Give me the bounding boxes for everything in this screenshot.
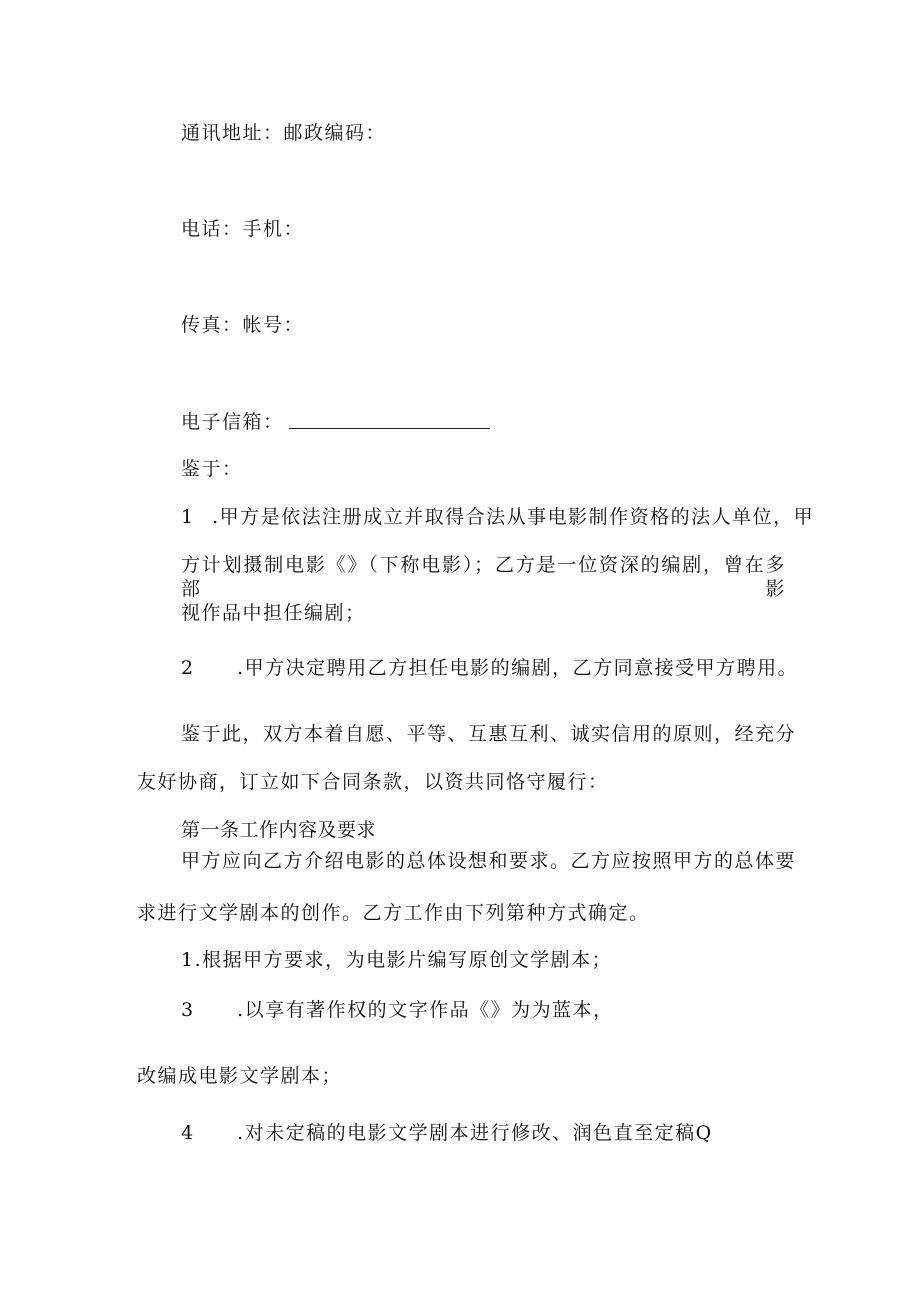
whereas-item-2-number: 2 <box>181 657 195 679</box>
preamble-line-1: 鉴于此，双方本着自愿、平等、互惠互利、诚实信用的原则，经充分 <box>181 723 797 745</box>
article-1-title: 第一条工作内容及要求 <box>181 819 377 841</box>
article-1-option-3-text: .以享有著作权的文字作品《》为为蓝本， <box>237 999 614 1021</box>
article-1-option-1: 1.根据甲方要求，为电影片编写原创文学剧本； <box>181 949 613 971</box>
email-label: 电子信箱： <box>181 411 284 433</box>
whereas-item-1-line-1 <box>181 505 814 529</box>
article-1-option-4 <box>181 1121 713 1145</box>
whereas-item-1-number: 1 <box>181 506 195 528</box>
fax-line: 传真：帐号： <box>181 314 305 336</box>
article-1-paragraph-line-1: 甲方应向乙方介绍电影的总体设想和要求。乙方应按照甲方的总体要 <box>181 850 797 872</box>
preamble-line-2: 友好协商，订立如下合同条款，以资共同恪守履行： <box>137 771 609 793</box>
article-1-paragraph-line-2: 求进行文学剧本的创作。乙方工作由下列第种方式确定。 <box>137 902 650 924</box>
whereas-item-2-text: .甲方决定聘用乙方担任电影的编剧，乙方同意接受甲方聘用。 <box>237 657 799 679</box>
article-1-option-3-number: 3 <box>181 999 195 1021</box>
email-blank-line <box>289 428 490 429</box>
whereas-heading: 鉴于： <box>181 458 243 480</box>
phone-line: 电话：手机： <box>181 218 305 240</box>
whereas-item-1-line-2: 方计划摄制电影《》（下称电影）；乙方是一位资深的编剧，曾在多部影 <box>181 554 786 600</box>
article-1-option-4-text: .对未定稿的电影文学剧本进行修改、润色直至定稿Q <box>237 1122 713 1144</box>
whereas-item-2 <box>181 656 798 680</box>
article-1-option-4-number: 4 <box>181 1122 195 1144</box>
address-line: 通讯地址：邮政编码： <box>181 122 387 144</box>
whereas-item-1-text-1: .甲方是依法注册成立并取得合法从事电影制作资格的法人单位，甲 <box>212 506 815 528</box>
article-1-option-3-line-1 <box>181 998 614 1022</box>
article-1-option-3-line-2: 改编成电影文学剧本； <box>137 1065 343 1087</box>
whereas-item-1-line-3: 视作品中担任编剧； <box>181 602 366 624</box>
